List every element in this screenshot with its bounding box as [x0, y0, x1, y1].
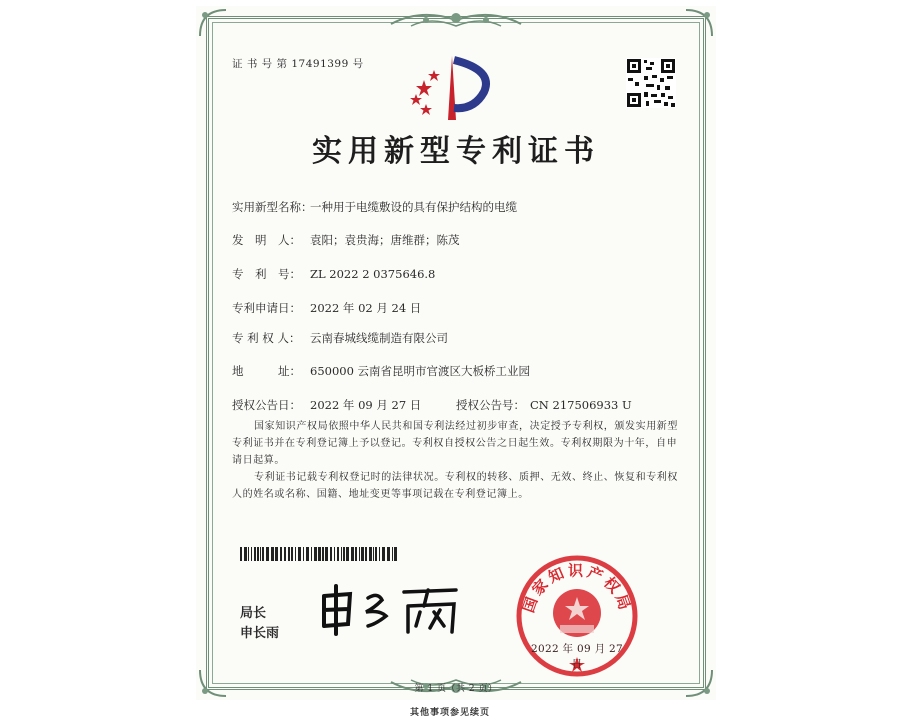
- qr-code-icon: [626, 58, 676, 108]
- cnipa-logo-icon: [404, 50, 496, 124]
- patent-number-row: [232, 266, 435, 282]
- grant-date-value: 2022 年 09 月 27 日: [310, 398, 422, 412]
- notice-paragraph: 专利证书记载专利权登记时的法律状况。专利权的转移、质押、无效、终止、恢复和专利权人的姓名或名称、国籍、地址变更等事项记载在专利登记簿上。: [232, 472, 678, 500]
- grant-date-label: 授权公告日：: [232, 398, 301, 412]
- patent-certificate: [196, 6, 716, 700]
- grant-number-value: CN 217506933 U: [530, 398, 632, 412]
- address-label: 地 址：: [232, 364, 301, 378]
- patent-number-label: 专 利 号：: [232, 267, 301, 281]
- utility-model-name-label: 实用新型名称：: [232, 200, 313, 214]
- patentee-row: [232, 330, 448, 346]
- application-date-label: 专利申请日：: [232, 301, 301, 315]
- corner-ornament-icon: [682, 6, 716, 40]
- address-row: [232, 363, 530, 379]
- patent-number-value: ZL 2022 2 0375646.8: [310, 267, 436, 281]
- inventors-row: [232, 232, 460, 248]
- grant-number-label: 授权公告号：: [456, 398, 525, 412]
- director-title: 局长: [240, 606, 267, 621]
- barcode-icon: [240, 547, 400, 561]
- footer-note: 其他事项参见续页: [409, 708, 490, 718]
- certificate-number: 证 书 号 第 17491399 号: [232, 58, 364, 70]
- inventors-label: 发 明 人：: [232, 233, 301, 247]
- notice-paragraph: 国家知识产权局依照中华人民共和国专利法经过初步审查，决定授予专利权，颁发实用新型专利证书并在专利登记簿上予以登记。专利权自授权公告之日起生效。专利权期限为十年，自申请日起算。: [232, 421, 678, 466]
- grant-number-row: [456, 397, 632, 413]
- top-ornament-icon: [381, 6, 531, 36]
- application-date-row: [232, 300, 421, 316]
- certificate-title: 实用新型专利证书: [312, 134, 600, 169]
- seal-date: 2022 年 09 月 27 日: [531, 643, 623, 670]
- seal-text: 国家知识产权局: [519, 561, 635, 615]
- inventors-value: 袁阳；袁贵海；唐维群；陈茂: [310, 233, 460, 247]
- corner-ornament-icon: [196, 6, 230, 40]
- director-name: 申长雨: [240, 626, 280, 641]
- utility-model-name-value: 一种用于电缆敷设的具有保护结构的电缆: [310, 200, 517, 214]
- address-value: 650000 云南省昆明市官渡区大板桥工业园: [310, 364, 531, 378]
- utility-model-name-row: [232, 199, 517, 215]
- page-indicator: 第 1 页（共 2 页）: [414, 684, 498, 694]
- patentee-value: 云南春城线缆制造有限公司: [310, 331, 448, 345]
- director-signature-icon: [316, 582, 466, 636]
- application-date-value: 2022 年 02 月 24 日: [310, 301, 422, 315]
- patentee-label: 专 利 权 人：: [232, 331, 301, 345]
- grant-date-row: [232, 397, 421, 413]
